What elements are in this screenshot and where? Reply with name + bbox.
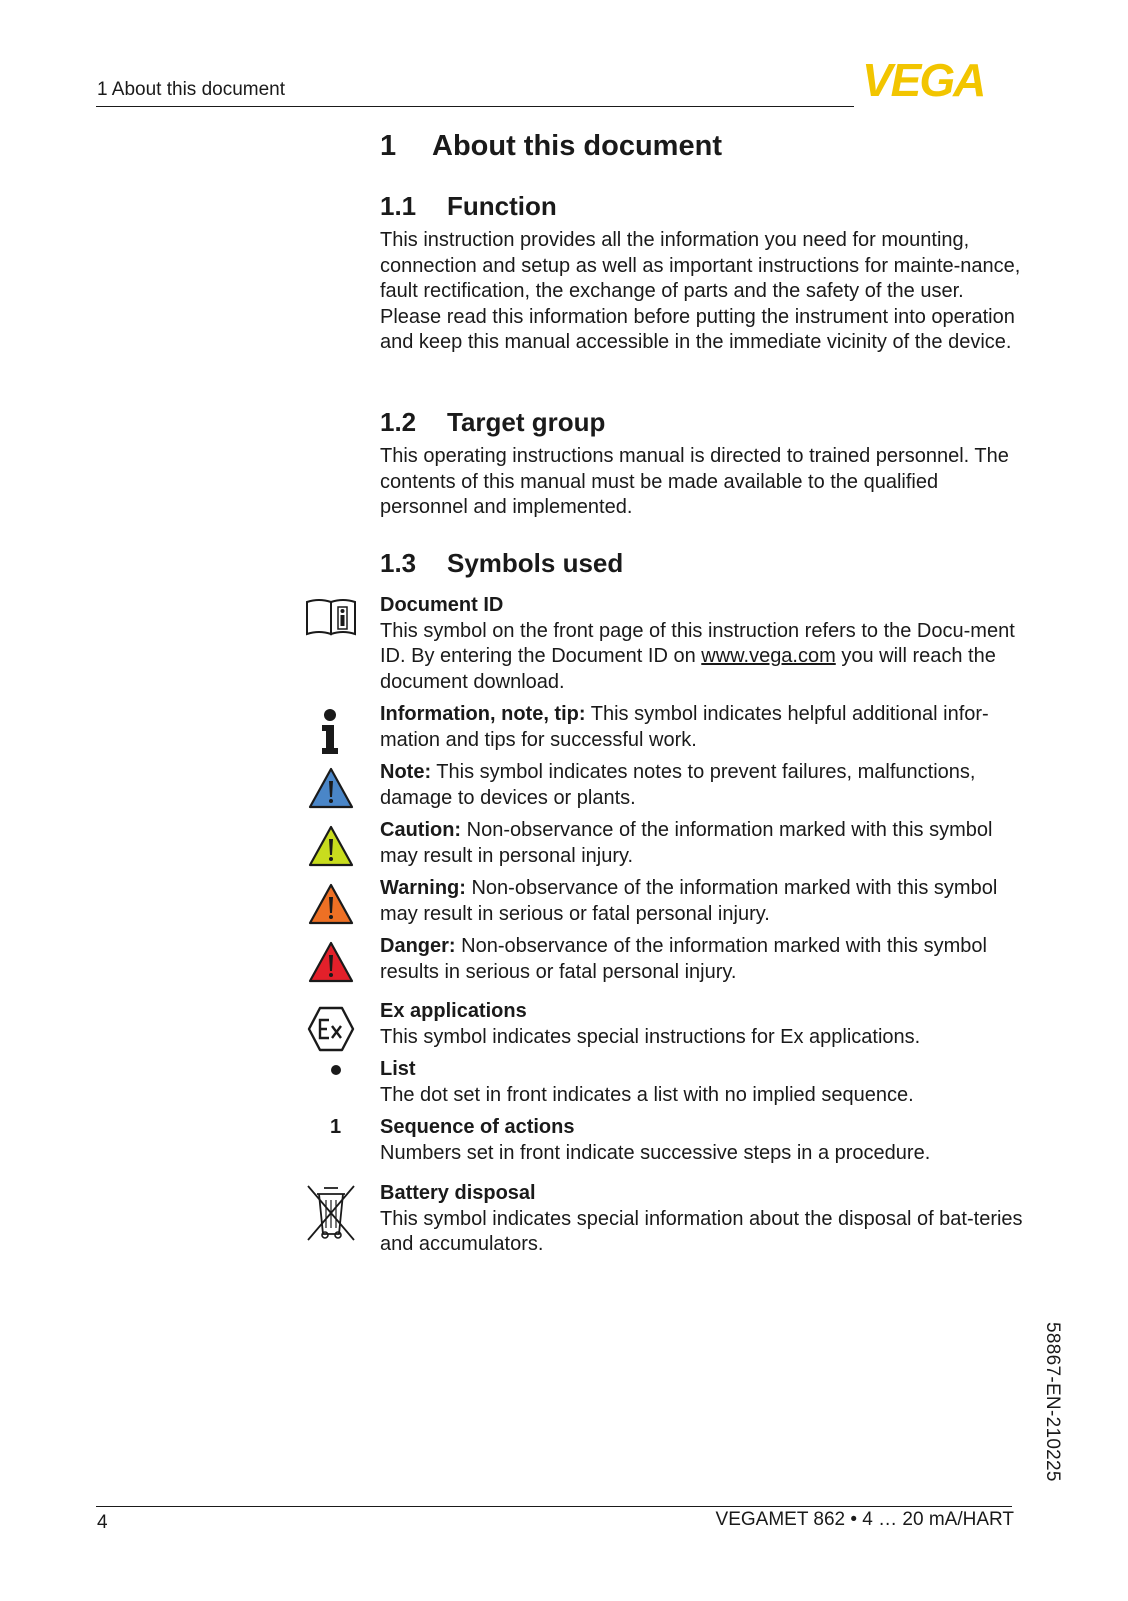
warning-triangle-orange-icon xyxy=(308,882,354,926)
section-heading-function xyxy=(380,191,557,222)
symbol-sequence xyxy=(380,1115,1030,1166)
chapter-title xyxy=(380,130,722,163)
symbol-list xyxy=(380,1057,1030,1108)
symbol-danger xyxy=(380,934,1030,985)
header-rule xyxy=(96,106,854,107)
section-heading-symbols-used xyxy=(380,548,623,579)
symbol-title: Document ID xyxy=(380,594,504,616)
symbol-text: This symbol indicates special information about the disposal of bat-teries and accumulators. xyxy=(380,1207,1023,1255)
section-number: 1.1 xyxy=(380,191,417,221)
symbol-term: Danger: xyxy=(380,935,456,957)
vega-logo xyxy=(862,58,1012,100)
info-icon xyxy=(318,708,342,756)
symbol-ex xyxy=(380,999,1030,1050)
symbol-term: Caution: xyxy=(380,819,462,841)
warning-triangle-blue-icon xyxy=(308,766,354,810)
symbol-text: This symbol indicates special instructions for Ex applications. xyxy=(380,1025,921,1048)
symbol-text: Non-observance of the information marked with this symbol results in serious or fatal personal injury. xyxy=(380,935,987,983)
running-head: 1 About this document xyxy=(97,79,286,100)
symbol-warning xyxy=(380,876,1030,927)
bullet-dot-icon xyxy=(331,1065,341,1075)
symbol-caution xyxy=(380,818,1030,869)
warning-triangle-yellow-icon xyxy=(308,824,354,868)
symbol-note xyxy=(380,760,1030,811)
symbol-text: Numbers set in front indicate successive steps in a procedure. xyxy=(380,1141,931,1164)
vega-website-link[interactable]: www.vega.com xyxy=(701,645,836,667)
section-title: Symbols used xyxy=(447,548,624,578)
section-number: 1.2 xyxy=(380,407,417,437)
symbol-title: Sequence of actions xyxy=(380,1116,575,1138)
symbol-battery xyxy=(380,1181,1030,1258)
function-paragraph: This instruction provides all the information you need for mounting, connection and setup as well as important instructions for mainte-nance, fault rectification, the exchange of parts and the safety of the user. Please read this information before putting the instrument into operation and keep this manual accessible in the immediate vicinity of the device. xyxy=(380,229,1021,353)
symbol-text-after: you will reach the document download. xyxy=(380,645,996,693)
symbol-text: The dot set in front indicates a list with no implied sequence. xyxy=(380,1083,914,1106)
symbol-document-id xyxy=(380,593,1030,695)
symbol-title: List xyxy=(380,1058,416,1080)
page-number: 4 xyxy=(97,1512,108,1533)
symbol-title: Ex applications xyxy=(380,1000,527,1022)
sequence-number-marker: 1 xyxy=(330,1116,342,1138)
document-code: 58867-EN-210225 xyxy=(1042,1322,1063,1482)
symbol-term: Note: xyxy=(380,761,432,783)
footer-title: VEGAMET 862 • 4 … 20 mA/HART xyxy=(715,1509,1014,1530)
symbol-term: Information, note, tip: xyxy=(380,703,586,725)
section-heading-target-group xyxy=(380,407,605,438)
section-title: Target group xyxy=(447,407,606,437)
target-group-paragraph: This operating instructions manual is directed to trained personnel. The contents of this manual must be made available to the qualified personnel and implemented. xyxy=(380,445,1009,518)
symbol-text: Non-observance of the information marked with this symbol may result in serious or fatal personal injury. xyxy=(380,877,998,925)
symbol-text: This symbol indicates helpful additional infor-mation and tips for successful work. xyxy=(380,703,989,751)
symbol-text: This symbol on the front page of this instruction refers to the Docu-ment ID. By entering the Document ID on xyxy=(380,619,1015,667)
crossed-bin-icon xyxy=(305,1184,357,1242)
section-title: Function xyxy=(447,191,557,221)
symbol-text: Non-observance of the information marked with this symbol may result in personal injury. xyxy=(380,819,993,867)
section-number: 1.3 xyxy=(380,548,417,578)
document-id-icon xyxy=(305,598,357,636)
warning-triangle-red-icon xyxy=(308,940,354,984)
footer-rule xyxy=(96,1506,1012,1507)
symbol-info xyxy=(380,702,1030,753)
chapter-title-text: About this document xyxy=(432,130,722,162)
symbol-title: Battery disposal xyxy=(380,1182,536,1204)
symbol-text: This symbol indicates notes to prevent failures, malfunctions, damage to devices or plants. xyxy=(380,761,976,809)
svg-text:VEGA: VEGA xyxy=(862,58,985,100)
symbol-term: Warning: xyxy=(380,877,466,899)
chapter-number: 1 xyxy=(380,130,397,162)
ex-hexagon-icon xyxy=(307,1006,355,1052)
